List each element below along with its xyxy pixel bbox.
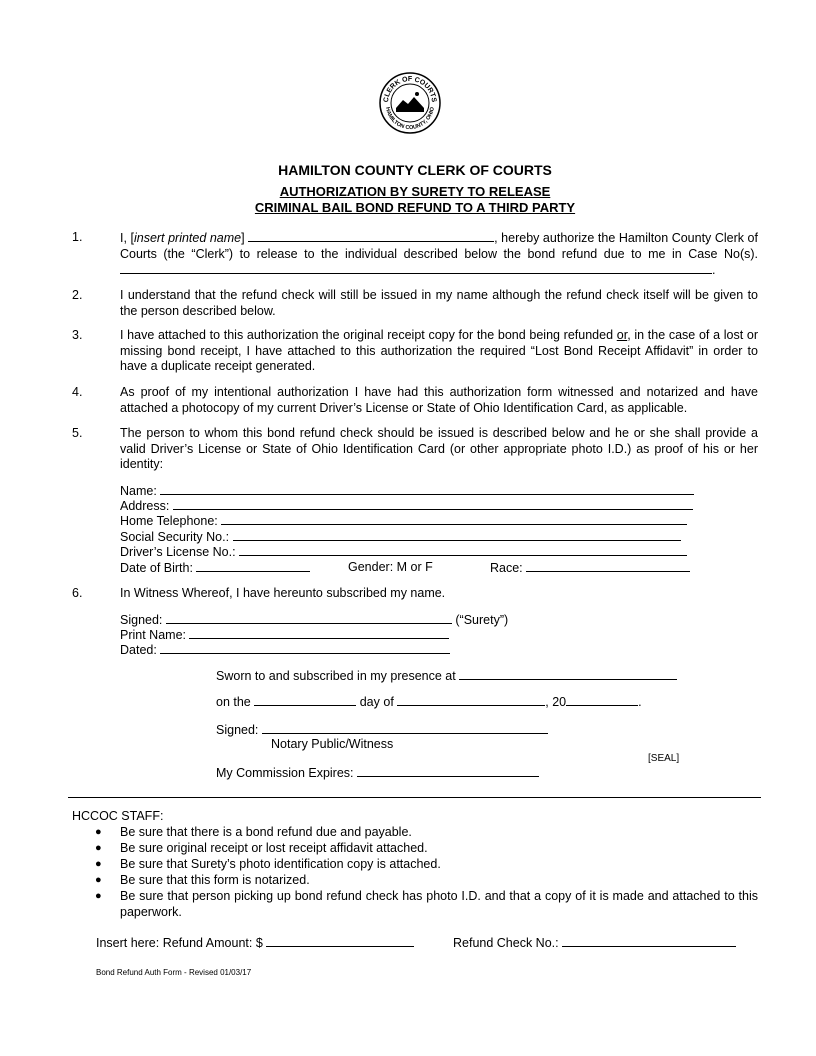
bullet-icon: ● — [95, 874, 102, 886]
staff-item-4: Be sure that this form is notarized. — [120, 873, 310, 887]
notary-day-field[interactable] — [254, 694, 356, 706]
item-number-2: 2. — [72, 288, 83, 302]
staff-item-3: Be sure that Surety’s photo identification copy is attached. — [120, 857, 441, 871]
recipient-address-row: Address: — [120, 498, 693, 513]
item-number-3: 3. — [72, 328, 83, 342]
case-number-field[interactable] — [120, 262, 712, 274]
notary-signature-field[interactable] — [262, 722, 548, 734]
item-number-5: 5. — [72, 426, 83, 440]
refund-check-row: Refund Check No.: — [453, 935, 736, 950]
refund-check-number-field[interactable] — [562, 935, 736, 947]
recipient-dl-field[interactable] — [239, 544, 687, 556]
printed-name-field[interactable] — [248, 230, 494, 242]
staff-item-1: Be sure that there is a bond refund due and payable. — [120, 825, 412, 839]
notary-commission-field[interactable] — [357, 765, 539, 777]
recipient-name-row: Name: — [120, 483, 694, 498]
staff-divider — [68, 797, 761, 798]
svg-text:HAMILTON COUNTY, OHIO: HAMILTON COUNTY, OHIO — [384, 106, 436, 132]
item-number-1: 1. — [72, 230, 83, 244]
surety-signed-row: Signed: (“Surety”) — [120, 613, 509, 627]
recipient-dl-row: Driver’s License No.: — [120, 544, 687, 559]
paragraph-5: The person to whom this bond refund check should be issued is described below and he or she shall provide a valid Driver’s License or State of Ohio Identification Card (or other appropriate photo I.D.) as proof of his or her identity: — [120, 426, 758, 471]
bullet-icon: ● — [95, 826, 102, 838]
refund-amount-field[interactable] — [266, 935, 414, 947]
bullet-icon: ● — [95, 858, 102, 870]
item-number-6: 6. — [72, 586, 83, 600]
form-title-line-1: AUTHORIZATION BY SURETY TO RELEASE — [279, 184, 551, 199]
paragraph-2: I understand that the refund check will still be issued in my name although the refund check itself will be given to the person described below. — [120, 288, 758, 318]
recipient-ssn-row: Social Security No.: — [120, 529, 681, 544]
notary-year-field[interactable] — [566, 694, 638, 706]
form-revision-note: Bond Refund Auth Form - Revised 01/03/17 — [96, 968, 252, 977]
surety-print-name-field[interactable] — [189, 627, 449, 639]
notary-public-label: Notary Public/Witness — [271, 737, 394, 751]
staff-item-2: Be sure original receipt or lost receipt affidavit attached. — [120, 841, 428, 855]
recipient-gender[interactable]: Gender: M or F — [348, 560, 433, 574]
recipient-phone-field[interactable] — [221, 513, 687, 525]
paragraph-3: I have attached to this authorization the original receipt copy for the bond being refunded or, in the case of a lost or missing bond receipt, I have attached to this authorization the required “Lost Bond Receipt Affidavit” in order to have a duplicate receipt generated. — [120, 328, 758, 373]
recipient-address-field[interactable] — [173, 498, 693, 510]
recipient-name-field[interactable] — [160, 483, 694, 495]
recipient-race-row: Race: — [490, 560, 690, 575]
notary-location-field[interactable] — [459, 668, 677, 680]
recipient-ssn-field[interactable] — [233, 529, 681, 541]
bullet-icon: ● — [95, 842, 102, 854]
staff-item-5: Be sure that person picking up bond refund check has photo I.D. and that a copy of it is made and attached to this paperwork. — [120, 889, 758, 919]
org-title: HAMILTON COUNTY CLERK OF COURTS — [278, 162, 552, 178]
surety-signature-field[interactable] — [166, 612, 452, 624]
recipient-dob-field[interactable] — [196, 560, 310, 572]
paragraph-4: As proof of my intentional authorization I have had this authorization form witnessed and notarized and have attached a photocopy of my current Driver’s License or State of Ohio Identification Card, as applicable. — [120, 385, 758, 415]
surety-print-name-row: Print Name: — [120, 627, 449, 642]
notary-signed-row: Signed: — [216, 722, 548, 737]
form-title-line-2: CRIMINAL BAIL BOND REFUND TO A THIRD PARTY — [254, 200, 576, 215]
notary-sworn-row: Sworn to and subscribed in my presence at — [216, 668, 677, 683]
svg-text:CLERK OF COURTS: CLERK OF COURTS — [382, 76, 438, 103]
notary-commission-row: My Commission Expires: — [216, 765, 539, 780]
notary-date-row: on the day of , 20 . — [216, 695, 642, 709]
clerk-of-courts-seal — [379, 72, 441, 134]
seal-placeholder: [SEAL] — [648, 753, 680, 764]
paragraph-1: I, [insert printed name] , hereby authorize the Hamilton County Clerk of Courts (the “Clerk”) to release to the individual described below the bond refund due to me in Case No(s). . — [120, 231, 758, 277]
staff-heading: HCCOC STAFF: — [72, 809, 164, 823]
recipient-dob-row: Date of Birth: — [120, 560, 310, 575]
paragraph-6: In Witness Whereof, I have hereunto subscribed my name. — [120, 586, 446, 600]
recipient-race-field[interactable] — [526, 560, 690, 572]
surety-dated-row: Dated: — [120, 642, 450, 657]
bullet-icon: ● — [95, 890, 102, 902]
recipient-phone-row: Home Telephone: — [120, 513, 687, 528]
refund-amount-row: Insert here: Refund Amount: $ — [96, 935, 414, 950]
surety-date-field[interactable] — [160, 642, 450, 654]
item-number-4: 4. — [72, 385, 83, 399]
notary-month-field[interactable] — [397, 694, 545, 706]
